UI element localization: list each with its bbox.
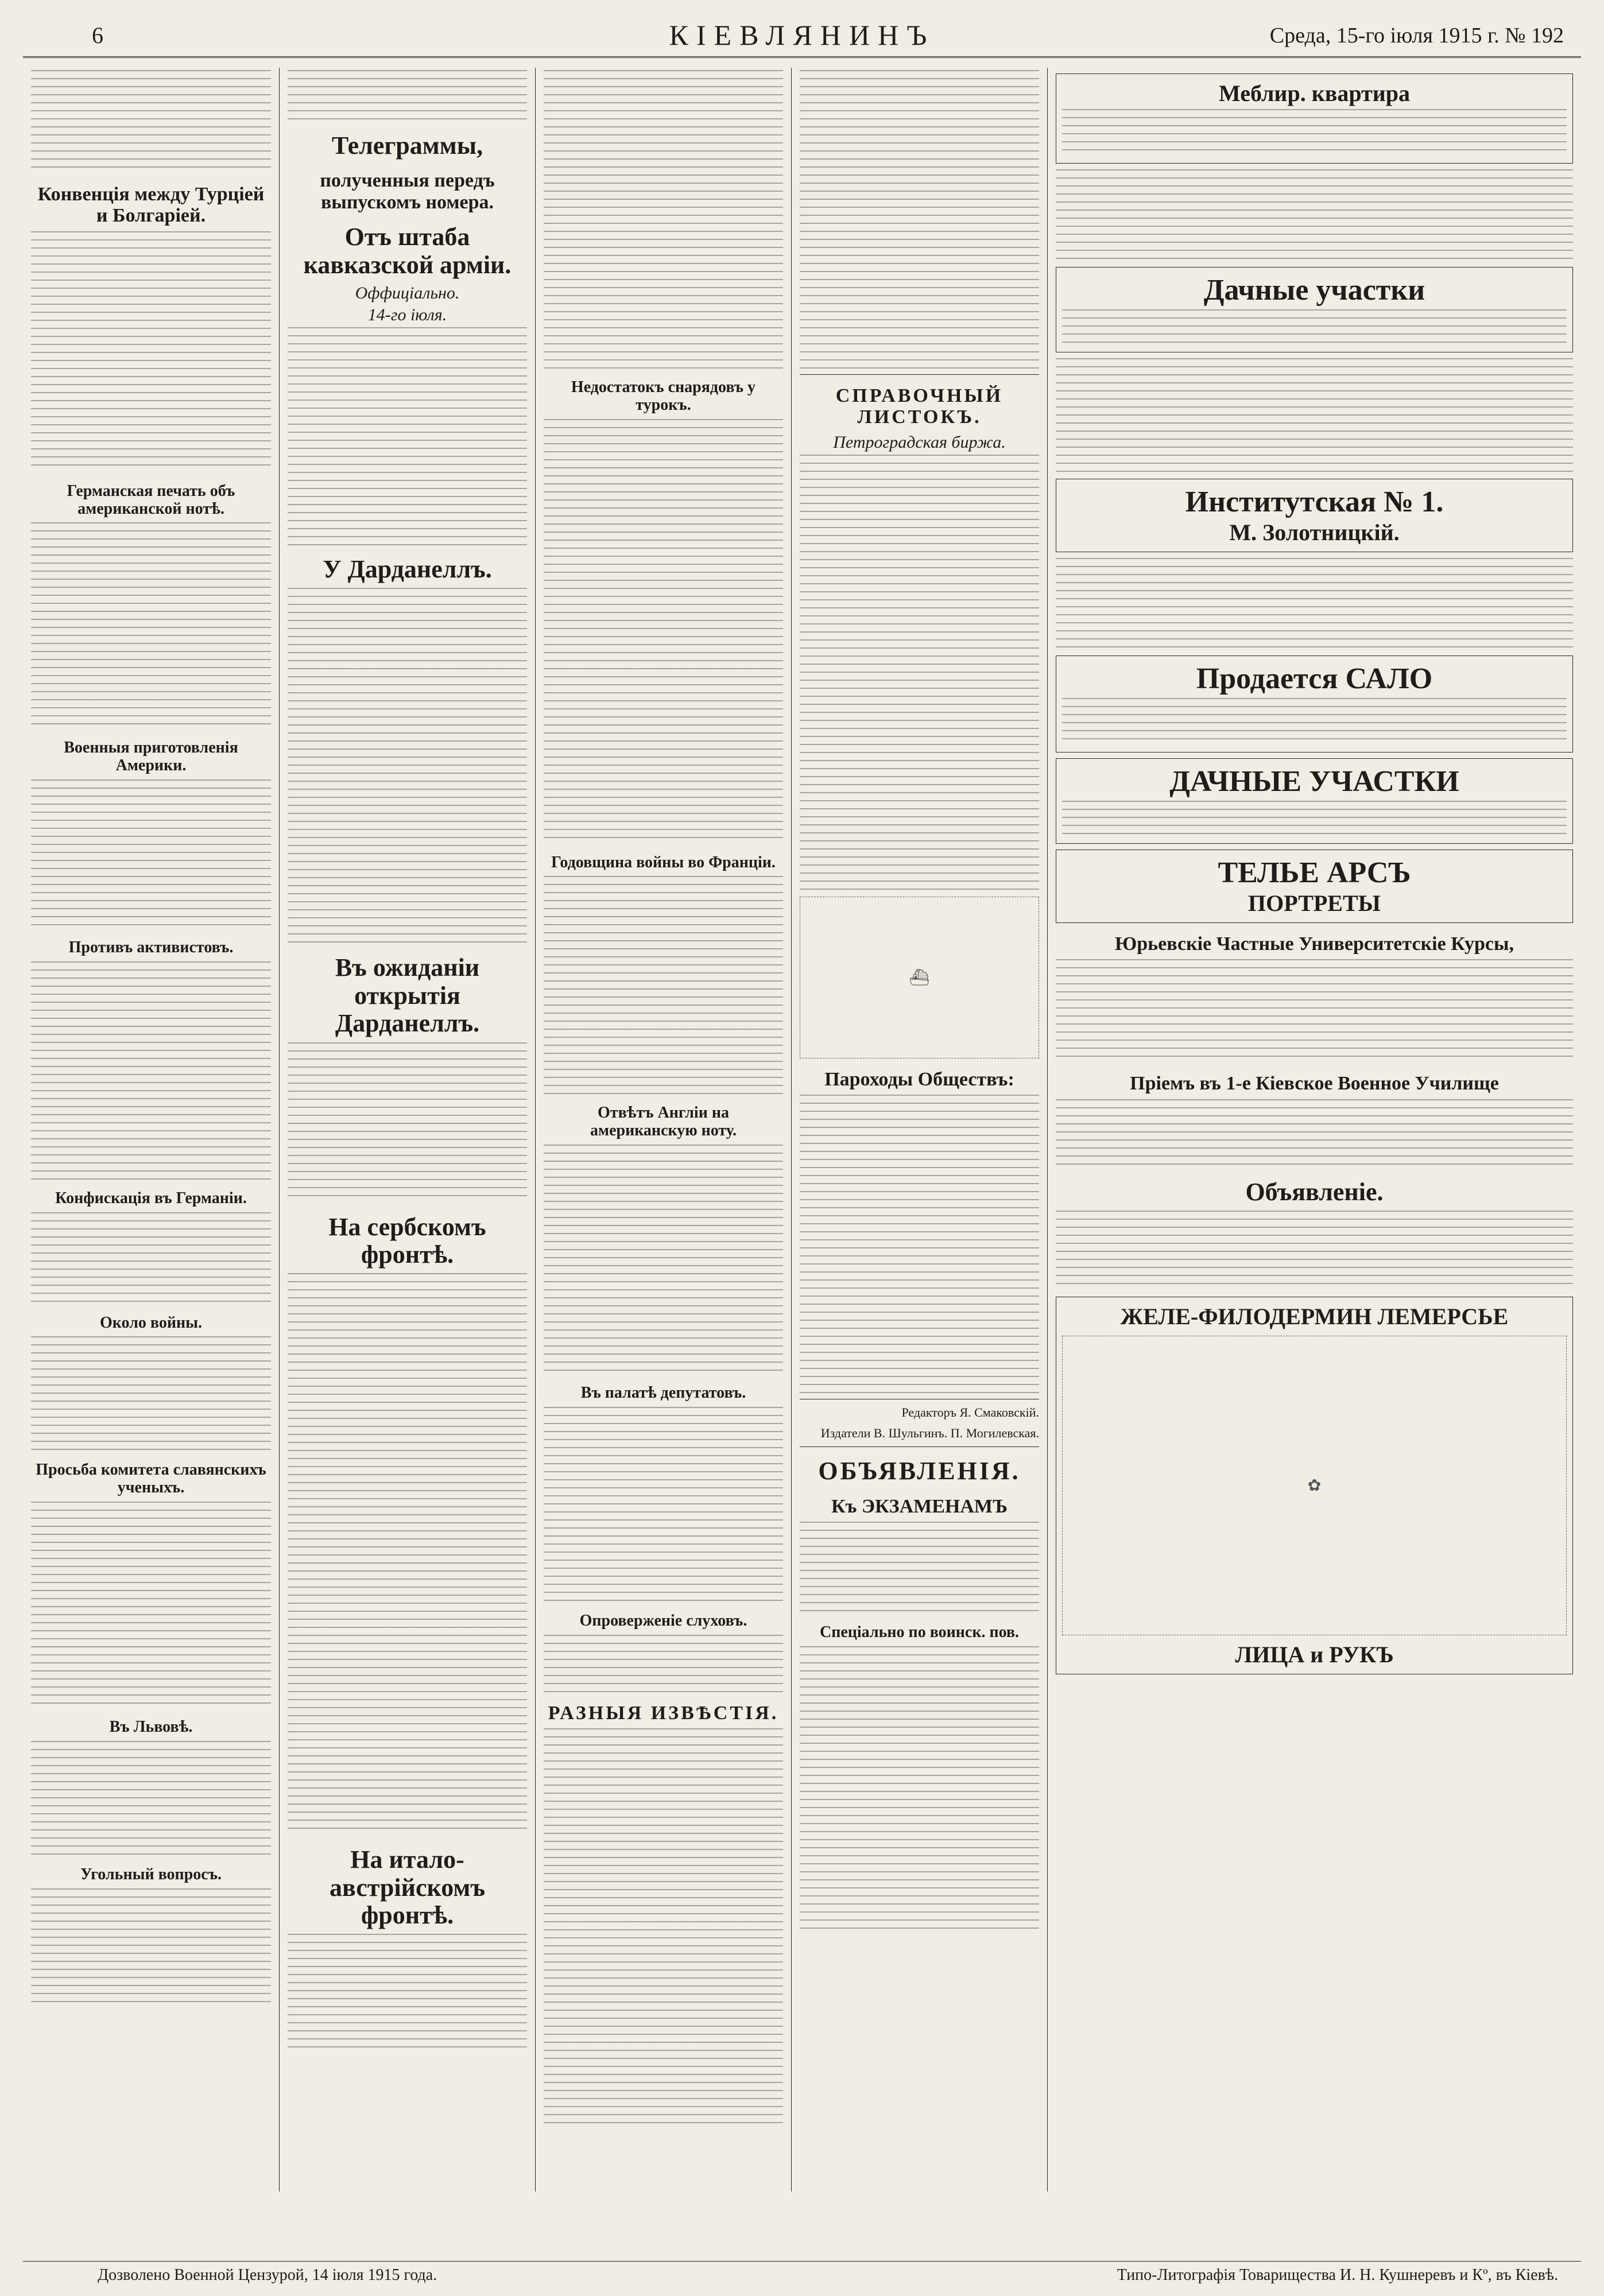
headline-announcements: ОБЪЯВЛЕНІЯ. bbox=[818, 1457, 1021, 1486]
headline-awaiting-dardanelles: Въ ожиданіи открытія Дарданеллъ. bbox=[335, 953, 480, 1038]
column-5 bbox=[1047, 68, 1581, 2192]
headline-reference: СПРАВОЧНЫЙ ЛИСТОКЪ. bbox=[835, 385, 1004, 428]
headline-deputies: Въ палатѣ депутатовъ. bbox=[580, 1383, 746, 1402]
headline-shells-shortage: Недостатокъ снарядовъ у турокъ. bbox=[571, 378, 756, 414]
ad-atelier-portraits: ТЕЛЬЕ АРСЪ ПОРТРЕТЫ bbox=[1056, 850, 1573, 923]
column-4 bbox=[791, 68, 1047, 2192]
headline-received: полученныя передъ выпускомъ номера. bbox=[320, 170, 495, 213]
newspaper-title: КІЕВЛЯНИНЪ bbox=[669, 19, 935, 51]
headline-german-press: Германская печать объ американской нотѣ. bbox=[67, 482, 235, 518]
page-number: 6 bbox=[92, 22, 103, 48]
headline-english-reply: Отвѣтъ Англіи на американскую ноту. bbox=[590, 1104, 737, 1140]
ad-lard-for-sale: Продается САЛО bbox=[1056, 656, 1573, 753]
headline-italo-austrian-front: На итало-австрійскомъ фронтѣ. bbox=[329, 1845, 486, 1930]
steamship-illustration: ⛴ bbox=[800, 897, 1039, 1058]
headline-military: Спеціально по воинск. пов. bbox=[819, 1623, 1020, 1641]
ad-dacha-plots: Дачные участки bbox=[1056, 267, 1573, 352]
ad-filodermin: ЖЕЛЕ-ФИЛОДЕРМИН ЛЕМЕРСЬЕ ✿ ЛИЦА и РУКЪ bbox=[1056, 1297, 1573, 1674]
subheadline-exchange: Петроградская биржа. bbox=[833, 432, 1006, 452]
headline-exams: Къ ЭКЗАМЕНАМЪ bbox=[831, 1495, 1008, 1517]
headline-slavic-scholars: Просьба комитета славянскихъ ученыхъ. bbox=[36, 1461, 266, 1497]
headline-caucasus-hq: Отъ штаба кавказской арміи. bbox=[303, 223, 512, 279]
censorship-note: Дозволено Военной Цензурой, 14 іюля 1915 года. bbox=[98, 2266, 437, 2284]
headline-america-prep: Военныя приготовленія Америки. bbox=[64, 739, 238, 775]
ad-furnished-apartment: Меблир. квартира bbox=[1056, 73, 1573, 164]
official-label: Оффиціально. bbox=[355, 283, 460, 302]
ad-yuryev-courses: Юрьевскіе Частные Университетскіе Курсы, bbox=[1114, 933, 1514, 955]
headline-confiscation: Конфискація въ Германіи. bbox=[55, 1189, 247, 1207]
headline-various-news: РАЗНЫЯ ИЗВѢСТІЯ. bbox=[548, 1702, 779, 1724]
footer bbox=[23, 2261, 1581, 2285]
headline-activists: Противъ активистовъ. bbox=[68, 938, 234, 956]
printer-note: Типо-Литографія Товарищества И. Н. Кушнеревъ и Кº, въ Кіевѣ. bbox=[1117, 2266, 1558, 2284]
masthead bbox=[23, 16, 1581, 58]
headline-steamers: Пароходы Обществъ: bbox=[824, 1068, 1014, 1090]
publisher-line: Издатели В. Шульгинъ. П. Могилевская. bbox=[820, 1426, 1039, 1441]
headline-rumors: Опроверженіе слуховъ. bbox=[579, 1611, 747, 1630]
cosmetic-illustration: ✿ bbox=[1062, 1336, 1567, 1635]
headline-coal: Угольный вопросъ. bbox=[80, 1865, 222, 1883]
column-2 bbox=[279, 68, 535, 2192]
headline-dardanelles: У Дарданеллъ. bbox=[323, 554, 492, 583]
ad-military-school: Пріемъ въ 1-е Кіевское Военное Училище bbox=[1130, 1073, 1499, 1095]
headline-anniversary: Годовщина войны во Франціи. bbox=[551, 853, 776, 871]
column-3 bbox=[535, 68, 791, 2192]
ad-dacha-plots-vorzel: ДАЧНЫЕ УЧАСТКИ bbox=[1056, 758, 1573, 844]
ad-notice: Объявленіе. bbox=[1245, 1177, 1384, 1206]
headline-lvov: Въ Львовѣ. bbox=[109, 1717, 193, 1736]
headline-turkey-bulgaria: Конвенція между Турціей и Болгаріей. bbox=[37, 184, 265, 227]
headline-serbian-front: На сербскомъ фронтѣ. bbox=[328, 1212, 486, 1269]
column-1 bbox=[23, 68, 279, 2192]
headline-telegrams: Телеграммы, bbox=[331, 131, 483, 160]
official-date: 14-го іюля. bbox=[367, 305, 447, 324]
issue-date: Среда, 15-го іюля 1915 г. № 192 bbox=[1269, 24, 1564, 48]
editor-line: Редакторъ Я. Смаковскій. bbox=[901, 1405, 1039, 1420]
ad-institutskaya: Институтская № 1. М. Золотницкій. bbox=[1056, 479, 1573, 552]
headline-around-war: Около войны. bbox=[100, 1313, 202, 1332]
